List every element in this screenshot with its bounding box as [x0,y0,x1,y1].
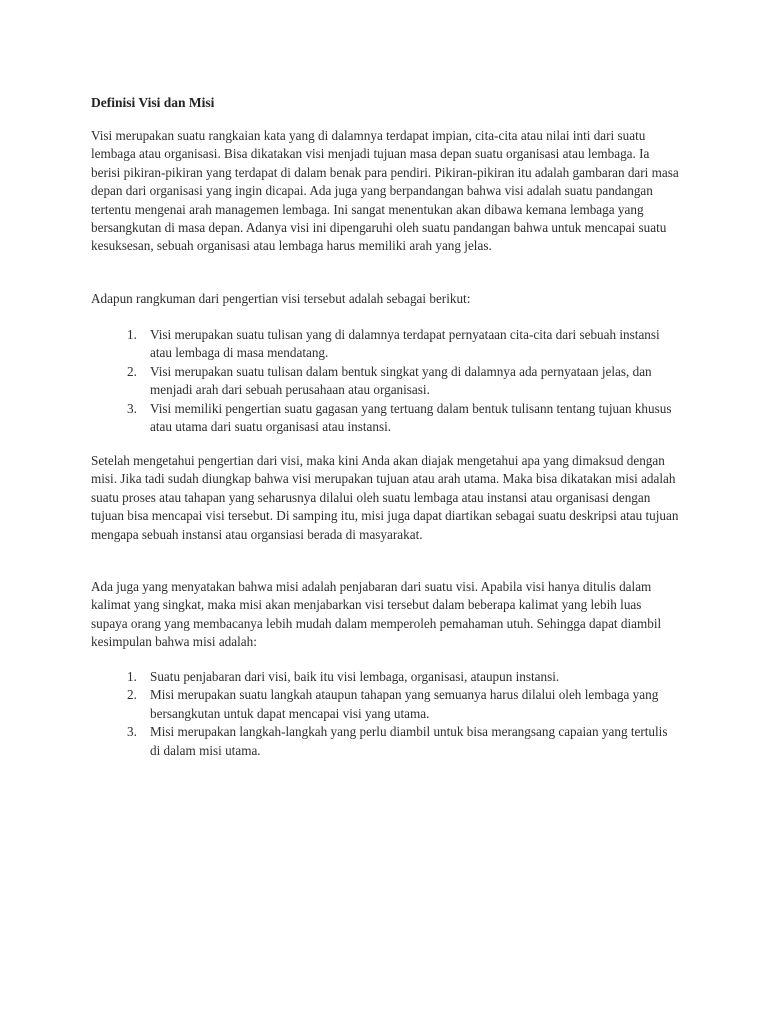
list-item-text: Misi merupakan langkah-langkah yang perlu diambil untuk bisa merangsang capaian yang tertulis di dalam misi utama. [150,724,668,758]
list-item-text: Visi memiliki pengertian suatu gagasan yang tertuang dalam bentuk tulisann tentang tujuan khusus atau utama dari suatu organisasi atau instansi. [150,400,672,435]
list-item-text: Visi merupakan suatu tulisan dalam bentuk singkat yang di dalamnya ada pernyataan jelas, dan menjadi arah dari sebuah perusahaan atau organisasi. [150,363,652,398]
list-item [91,668,681,686]
list-number: 1. [127,669,137,684]
list-number: 1. [127,327,137,342]
visi-list [91,326,681,436]
list-number: 3. [127,724,137,740]
paragraph-misi-definition: Setelah mengetahui pengertian dari visi, maka kini Anda akan diajak mengetahui apa yang dimaksud dengan misi. Jika tadi sudah diungkap bahwa visi merupakan tujuan atau arah utama. Maka bisa dikatakan misi adalah suatu proses atau tahapan yang seharusnya dilalui oleh suatu lembaga atau instansi atau organisasi dengan tujuan bisa mencapai visi tersebut. Di samping itu, misi juga dapat diartikan sebagai suatu deskripsi atau tujuan mengapa sebuah instansi atau organsiasi berada di masyarakat. [91,453,679,542]
list-item-text: Suatu penjabaran dari visi, baik itu visi lembaga, organisasi, ataupun instansi. [150,669,560,684]
list-number: 2. [127,687,137,703]
paragraph-visi-summary-intro: Adapun rangkuman dari pengertian visi tersebut adalah sebagai berikut: [91,291,471,306]
paragraph-visi-definition: Visi merupakan suatu rangkaian kata yang di dalamnya terdapat impian, cita-cita atau nilai inti dari suatu lembaga atau organisasi. Bisa dikatakan visi menjadi tujuan masa depan suatu organisasi atau lembaga. Ia berisi pikiran-pikiran yang terdapat di dalam benak para pendiri. Pikiran-pikiran itu adalah gambaran dari masa depan dari organisasi yang ingin dicapai. Ada juga yang berpandangan bahwa visi adalah suatu pandangan tertentu mengenai arah managemen lembaga. Ini sangat menentukan akan dibawa kemana lembaga yang bersangkutan di masa depan. Adanya visi ini dipengaruhi oleh suatu pandangan bahwa untuk mencapai suatu kesuksesan, sebuah organisasi atau lembaga harus memiliki arah yang jelas. [91,128,679,254]
paragraph-misi-explanation: Ada juga yang menyatakan bahwa misi adalah penjabaran dari suatu visi. Apabila visi hanya ditulis dalam kalimat yang singkat, maka misi akan menjabarkan visi tersebut dalam beberapa kalimat yang lebih luas supaya orang yang membacanya lebih mudah dalam memperoleh pemahaman utuh. Sehingga dapat diambil kesimpulan bahwa misi adalah: [91,579,662,650]
list-item [91,686,681,723]
list-item [91,326,681,363]
list-item [91,363,681,400]
list-item-text: Visi merupakan suatu tulisan yang di dalamnya terdapat pernyataan cita-cita dari sebuah instansi atau lembaga di masa mendatang. [150,327,660,361]
list-item-text: Misi merupakan suatu langkah ataupun tahapan yang semuanya harus dilalui oleh lembaga yang bersangkutan untuk dapat mencapai visi yang utama. [150,687,659,721]
list-item [91,723,681,760]
document-title: Definisi Visi dan Misi [91,95,215,110]
list-number: 3. [127,400,137,416]
list-number: 2. [127,363,137,379]
list-item [91,400,681,437]
misi-list [91,668,681,760]
